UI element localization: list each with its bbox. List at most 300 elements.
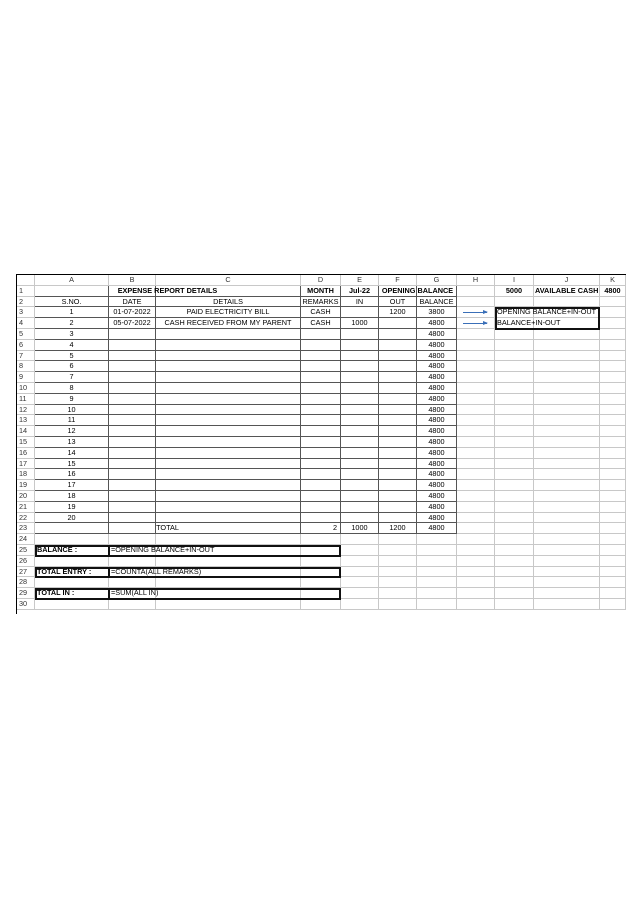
grid-cell[interactable] — [457, 383, 495, 394]
grid-cell[interactable] — [109, 534, 156, 545]
grid-cell[interactable] — [600, 448, 626, 459]
in-cell[interactable] — [341, 513, 379, 524]
grid-cell[interactable] — [457, 534, 495, 545]
grid-cell[interactable] — [495, 297, 534, 308]
details-cell[interactable] — [156, 351, 301, 362]
date-cell[interactable] — [109, 340, 156, 351]
grid-cell[interactable] — [534, 361, 600, 372]
grid-cell[interactable] — [495, 545, 534, 556]
column-header-a[interactable]: A — [35, 275, 109, 286]
summary-label[interactable]: BALANCE : — [37, 545, 78, 554]
grid-cell[interactable] — [495, 599, 534, 610]
date-cell[interactable] — [109, 351, 156, 362]
grid-cell[interactable] — [534, 567, 600, 578]
grid-cell[interactable] — [341, 588, 379, 599]
details-cell[interactable] — [156, 469, 301, 480]
grid-cell[interactable] — [600, 297, 626, 308]
out-cell[interactable] — [379, 361, 417, 372]
in-cell[interactable] — [341, 394, 379, 405]
grid-cell[interactable] — [341, 534, 379, 545]
header-details[interactable]: DETAILS — [156, 297, 301, 308]
column-header-j[interactable]: J — [534, 275, 600, 286]
grid-cell[interactable] — [495, 383, 534, 394]
report-title[interactable]: EXPENSE REPORT DETAILS — [35, 286, 301, 297]
grid-cell[interactable] — [156, 556, 301, 567]
grid-cell[interactable] — [600, 340, 626, 351]
in-cell[interactable] — [341, 491, 379, 502]
details-cell[interactable] — [156, 394, 301, 405]
grid-cell[interactable] — [301, 599, 341, 610]
sno-cell[interactable]: 13 — [35, 437, 109, 448]
grid-cell[interactable] — [600, 491, 626, 502]
remarks-cell[interactable] — [301, 491, 341, 502]
sno-cell[interactable]: 18 — [35, 491, 109, 502]
date-cell[interactable]: 05-07-2022 — [109, 318, 156, 329]
grid-cell[interactable] — [457, 394, 495, 405]
balance-cell[interactable]: 4800 — [417, 491, 457, 502]
grid-cell[interactable] — [417, 556, 457, 567]
grid-cell[interactable] — [417, 545, 457, 556]
header-in[interactable]: IN — [341, 297, 379, 308]
remarks-cell[interactable] — [301, 329, 341, 340]
grid-cell[interactable] — [156, 599, 301, 610]
out-cell[interactable] — [379, 426, 417, 437]
balance-cell[interactable]: 4800 — [417, 415, 457, 426]
header-sno[interactable]: S.NO. — [35, 297, 109, 308]
details-cell[interactable] — [156, 383, 301, 394]
remarks-cell[interactable] — [301, 394, 341, 405]
total-remarks-count[interactable]: 2 — [301, 523, 341, 534]
header-remarks[interactable]: REMARKS — [301, 297, 341, 308]
sno-cell[interactable]: 11 — [35, 415, 109, 426]
in-cell[interactable] — [341, 502, 379, 513]
row-header-23[interactable]: 23 — [17, 523, 35, 534]
grid-cell[interactable] — [534, 329, 600, 340]
sno-cell[interactable]: 1 — [35, 307, 109, 318]
formula-note[interactable]: BALANCE+IN-OUT — [497, 318, 561, 328]
remarks-cell[interactable]: CASH — [301, 318, 341, 329]
grid-cell[interactable] — [457, 329, 495, 340]
out-cell[interactable] — [379, 469, 417, 480]
sno-cell[interactable]: 12 — [35, 426, 109, 437]
remarks-cell[interactable]: CASH — [301, 307, 341, 318]
grid-cell[interactable] — [534, 383, 600, 394]
grid-cell[interactable] — [495, 361, 534, 372]
grid-cell[interactable] — [457, 556, 495, 567]
remarks-cell[interactable] — [301, 502, 341, 513]
in-cell[interactable] — [341, 383, 379, 394]
remarks-cell[interactable] — [301, 459, 341, 470]
grid-cell[interactable] — [301, 534, 341, 545]
balance-cell[interactable]: 4800 — [417, 480, 457, 491]
in-cell[interactable] — [341, 469, 379, 480]
date-cell[interactable] — [109, 361, 156, 372]
date-cell[interactable] — [109, 437, 156, 448]
balance-cell[interactable]: 4800 — [417, 469, 457, 480]
remarks-cell[interactable] — [301, 513, 341, 524]
out-cell[interactable] — [379, 383, 417, 394]
row-header-16[interactable]: 16 — [17, 448, 35, 459]
summary-label[interactable]: TOTAL IN : — [37, 588, 75, 598]
grid-cell[interactable] — [495, 340, 534, 351]
row-header-11[interactable]: 11 — [17, 394, 35, 405]
details-cell[interactable] — [156, 405, 301, 416]
balance-cell[interactable]: 4800 — [417, 448, 457, 459]
grid-cell[interactable] — [600, 480, 626, 491]
header-date[interactable]: DATE — [109, 297, 156, 308]
grid-cell[interactable] — [35, 599, 109, 610]
grid-cell[interactable] — [341, 599, 379, 610]
balance-cell[interactable]: 4800 — [417, 329, 457, 340]
header-out[interactable]: OUT — [379, 297, 417, 308]
grid-cell[interactable] — [534, 351, 600, 362]
grid-cell[interactable] — [457, 448, 495, 459]
grid-cell[interactable] — [495, 351, 534, 362]
in-cell[interactable] — [341, 480, 379, 491]
row-header-1[interactable]: 1 — [17, 286, 35, 297]
details-cell[interactable]: CASH RECEIVED FROM MY PARENT — [156, 318, 301, 329]
grid-cell[interactable] — [534, 405, 600, 416]
column-header-h[interactable]: H — [457, 275, 495, 286]
formula-note[interactable]: OPENING BALANCE+IN-OUT — [497, 307, 597, 317]
in-cell[interactable] — [341, 426, 379, 437]
date-cell[interactable] — [109, 513, 156, 524]
date-cell[interactable] — [109, 394, 156, 405]
details-cell[interactable] — [156, 480, 301, 491]
grid-cell[interactable] — [495, 415, 534, 426]
out-cell[interactable] — [379, 437, 417, 448]
sno-cell[interactable]: 9 — [35, 394, 109, 405]
out-cell[interactable] — [379, 480, 417, 491]
grid-cell[interactable] — [600, 545, 626, 556]
grid-cell[interactable] — [35, 534, 109, 545]
remarks-cell[interactable] — [301, 405, 341, 416]
grid-cell[interactable] — [495, 567, 534, 578]
in-cell[interactable] — [341, 448, 379, 459]
balance-cell[interactable]: 4800 — [417, 351, 457, 362]
grid-cell[interactable] — [495, 480, 534, 491]
grid-cell[interactable] — [495, 426, 534, 437]
grid-cell[interactable] — [301, 556, 341, 567]
balance-cell[interactable]: 4800 — [417, 437, 457, 448]
grid-cell[interactable] — [600, 523, 626, 534]
grid-cell[interactable] — [534, 469, 600, 480]
remarks-cell[interactable] — [301, 372, 341, 383]
row-header-14[interactable]: 14 — [17, 426, 35, 437]
grid-cell[interactable] — [457, 426, 495, 437]
grid-cell[interactable] — [457, 599, 495, 610]
grid-cell[interactable] — [534, 523, 600, 534]
grid-cell[interactable] — [457, 513, 495, 524]
month-value[interactable]: Jul-22 — [341, 286, 379, 297]
in-cell[interactable] — [341, 340, 379, 351]
details-cell[interactable] — [156, 329, 301, 340]
grid-cell[interactable] — [457, 502, 495, 513]
summary-formula[interactable]: =SUM(ALL IN) — [111, 588, 159, 598]
grid-cell[interactable] — [417, 567, 457, 578]
grid-cell[interactable] — [379, 567, 417, 578]
header-balance[interactable]: BALANCE — [417, 297, 457, 308]
grid-cell[interactable] — [417, 534, 457, 545]
grid-cell[interactable] — [600, 469, 626, 480]
available-cash-value[interactable]: 4800 — [600, 286, 626, 297]
grid-cell[interactable] — [600, 318, 626, 329]
grid-cell[interactable] — [495, 577, 534, 588]
sno-cell[interactable]: 7 — [35, 372, 109, 383]
grid-cell[interactable] — [600, 415, 626, 426]
grid-cell[interactable] — [379, 534, 417, 545]
balance-cell[interactable]: 4800 — [417, 426, 457, 437]
remarks-cell[interactable] — [301, 351, 341, 362]
row-header-10[interactable]: 10 — [17, 383, 35, 394]
sno-cell[interactable]: 20 — [35, 513, 109, 524]
grid-cell[interactable] — [495, 329, 534, 340]
details-cell[interactable] — [156, 372, 301, 383]
out-cell[interactable]: 1200 — [379, 307, 417, 318]
sno-cell[interactable]: 10 — [35, 405, 109, 416]
grid-cell[interactable] — [341, 577, 379, 588]
column-header-g[interactable]: G — [417, 275, 457, 286]
grid-cell[interactable] — [379, 599, 417, 610]
available-cash-label[interactable]: AVAILABLE CASH — [535, 285, 599, 295]
grid-cell[interactable] — [495, 469, 534, 480]
in-cell[interactable] — [341, 307, 379, 318]
sno-cell[interactable]: 8 — [35, 383, 109, 394]
out-cell[interactable] — [379, 513, 417, 524]
grid-cell[interactable] — [156, 534, 301, 545]
grid-cell[interactable] — [600, 372, 626, 383]
grid-cell[interactable] — [495, 588, 534, 599]
grid-cell[interactable] — [457, 480, 495, 491]
date-cell[interactable] — [109, 448, 156, 459]
grid-cell[interactable] — [495, 556, 534, 567]
balance-cell[interactable]: 4800 — [417, 502, 457, 513]
grid-cell[interactable] — [600, 437, 626, 448]
out-cell[interactable] — [379, 372, 417, 383]
balance-cell[interactable]: 4800 — [417, 361, 457, 372]
grid-cell[interactable] — [600, 361, 626, 372]
grid-cell[interactable] — [600, 577, 626, 588]
grid-cell[interactable] — [600, 426, 626, 437]
sno-cell[interactable]: 4 — [35, 340, 109, 351]
out-cell[interactable] — [379, 329, 417, 340]
details-cell[interactable] — [156, 340, 301, 351]
remarks-cell[interactable] — [301, 340, 341, 351]
grid-cell[interactable] — [341, 545, 379, 556]
sno-cell[interactable]: 6 — [35, 361, 109, 372]
details-cell[interactable] — [156, 491, 301, 502]
grid-cell[interactable] — [457, 491, 495, 502]
in-cell[interactable] — [341, 415, 379, 426]
total-in[interactable]: 1000 — [341, 523, 379, 534]
grid-cell[interactable] — [534, 545, 600, 556]
grid-cell[interactable] — [457, 415, 495, 426]
row-header-4[interactable]: 4 — [17, 318, 35, 329]
grid-cell[interactable] — [495, 394, 534, 405]
column-header-d[interactable]: D — [301, 275, 341, 286]
grid-cell[interactable] — [495, 523, 534, 534]
row-header-22[interactable]: 22 — [17, 513, 35, 524]
grid-cell[interactable] — [457, 545, 495, 556]
row-header-21[interactable]: 21 — [17, 502, 35, 513]
grid-cell[interactable] — [457, 459, 495, 470]
grid-cell[interactable] — [457, 577, 495, 588]
grid-cell[interactable] — [534, 588, 600, 599]
sno-cell[interactable]: 15 — [35, 459, 109, 470]
grid-cell[interactable] — [534, 415, 600, 426]
row-header-15[interactable]: 15 — [17, 437, 35, 448]
grid-cell[interactable] — [417, 588, 457, 599]
grid-cell[interactable] — [495, 405, 534, 416]
grid-cell[interactable] — [495, 491, 534, 502]
grid-cell[interactable] — [457, 523, 495, 534]
in-cell[interactable]: 1000 — [341, 318, 379, 329]
sno-cell[interactable]: 17 — [35, 480, 109, 491]
out-cell[interactable] — [379, 340, 417, 351]
remarks-cell[interactable] — [301, 415, 341, 426]
grid-cell[interactable] — [457, 361, 495, 372]
date-cell[interactable] — [109, 383, 156, 394]
balance-cell[interactable]: 4800 — [417, 405, 457, 416]
in-cell[interactable] — [341, 459, 379, 470]
grid-cell[interactable] — [534, 502, 600, 513]
row-header-26[interactable]: 26 — [17, 556, 35, 567]
sno-cell[interactable]: 19 — [35, 502, 109, 513]
in-cell[interactable] — [341, 437, 379, 448]
out-cell[interactable] — [379, 394, 417, 405]
total-label[interactable]: TOTAL — [35, 523, 301, 534]
details-cell[interactable] — [156, 426, 301, 437]
select-all-corner[interactable] — [17, 275, 35, 286]
grid-cell[interactable] — [534, 491, 600, 502]
balance-cell[interactable]: 4800 — [417, 340, 457, 351]
sno-cell[interactable]: 14 — [35, 448, 109, 459]
grid-cell[interactable] — [534, 297, 600, 308]
remarks-cell[interactable] — [301, 383, 341, 394]
in-cell[interactable] — [341, 405, 379, 416]
grid-cell[interactable] — [495, 534, 534, 545]
row-header-27[interactable]: 27 — [17, 567, 35, 578]
grid-cell[interactable] — [534, 459, 600, 470]
remarks-cell[interactable] — [301, 361, 341, 372]
row-header-24[interactable]: 24 — [17, 534, 35, 545]
in-cell[interactable] — [341, 329, 379, 340]
column-header-e[interactable]: E — [341, 275, 379, 286]
grid-cell[interactable] — [600, 567, 626, 578]
balance-cell[interactable]: 3800 — [417, 307, 457, 318]
grid-cell[interactable] — [600, 459, 626, 470]
grid-cell[interactable] — [35, 556, 109, 567]
grid-cell[interactable] — [495, 437, 534, 448]
details-cell[interactable] — [156, 513, 301, 524]
grid-cell[interactable] — [495, 513, 534, 524]
details-cell[interactable] — [156, 459, 301, 470]
column-header-k[interactable]: K — [600, 275, 626, 286]
sno-cell[interactable]: 5 — [35, 351, 109, 362]
grid-cell[interactable] — [495, 502, 534, 513]
balance-cell[interactable]: 4800 — [417, 394, 457, 405]
opening-balance-value[interactable]: 5000 — [495, 286, 534, 297]
row-header-18[interactable]: 18 — [17, 469, 35, 480]
remarks-cell[interactable] — [301, 469, 341, 480]
date-cell[interactable] — [109, 491, 156, 502]
out-cell[interactable] — [379, 405, 417, 416]
column-header-c[interactable]: C — [156, 275, 301, 286]
date-cell[interactable]: 01-07-2022 — [109, 307, 156, 318]
remarks-cell[interactable] — [301, 426, 341, 437]
grid-cell[interactable] — [379, 545, 417, 556]
grid-cell[interactable] — [457, 286, 495, 297]
grid-cell[interactable] — [534, 448, 600, 459]
month-label[interactable]: MONTH — [301, 286, 341, 297]
grid-cell[interactable] — [534, 513, 600, 524]
grid-cell[interactable] — [457, 340, 495, 351]
row-header-19[interactable]: 19 — [17, 480, 35, 491]
grid-cell[interactable] — [109, 577, 156, 588]
grid-cell[interactable] — [600, 329, 626, 340]
grid-cell[interactable] — [341, 567, 379, 578]
column-header-b[interactable]: B — [109, 275, 156, 286]
balance-cell[interactable]: 4800 — [417, 459, 457, 470]
remarks-cell[interactable] — [301, 437, 341, 448]
grid-cell[interactable] — [600, 307, 626, 318]
grid-cell[interactable] — [156, 577, 301, 588]
grid-cell[interactable] — [301, 577, 341, 588]
grid-cell[interactable] — [534, 577, 600, 588]
summary-formula[interactable]: =OPENING BALANCE+IN-OUT — [111, 545, 215, 554]
grid-cell[interactable] — [417, 599, 457, 610]
grid-cell[interactable] — [600, 599, 626, 610]
grid-cell[interactable] — [341, 556, 379, 567]
grid-cell[interactable] — [600, 513, 626, 524]
row-header-25[interactable]: 25 — [17, 545, 35, 556]
details-cell[interactable] — [156, 361, 301, 372]
grid-cell[interactable] — [534, 480, 600, 491]
out-cell[interactable] — [379, 502, 417, 513]
grid-cell[interactable] — [600, 351, 626, 362]
grid-cell[interactable] — [534, 340, 600, 351]
in-cell[interactable] — [341, 372, 379, 383]
grid-cell[interactable] — [600, 405, 626, 416]
balance-cell[interactable]: 4800 — [417, 513, 457, 524]
summary-formula[interactable]: =COUNTA(ALL REMARKS) — [111, 566, 202, 576]
grid-cell[interactable] — [534, 534, 600, 545]
opening-balance-label[interactable]: OPENING BALANCE — [379, 286, 457, 297]
date-cell[interactable] — [109, 405, 156, 416]
details-cell[interactable]: PAID ELECTRICITY BILL — [156, 307, 301, 318]
row-header-2[interactable]: 2 — [17, 297, 35, 308]
grid-cell[interactable] — [600, 383, 626, 394]
details-cell[interactable] — [156, 448, 301, 459]
date-cell[interactable] — [109, 372, 156, 383]
date-cell[interactable] — [109, 329, 156, 340]
row-header-29[interactable]: 29 — [17, 588, 35, 599]
row-header-5[interactable]: 5 — [17, 329, 35, 340]
row-header-17[interactable]: 17 — [17, 459, 35, 470]
total-out[interactable]: 1200 — [379, 523, 417, 534]
out-cell[interactable] — [379, 448, 417, 459]
date-cell[interactable] — [109, 426, 156, 437]
grid-cell[interactable] — [109, 599, 156, 610]
date-cell[interactable] — [109, 459, 156, 470]
date-cell[interactable] — [109, 502, 156, 513]
out-cell[interactable] — [379, 415, 417, 426]
row-header-20[interactable]: 20 — [17, 491, 35, 502]
grid-cell[interactable] — [600, 502, 626, 513]
remarks-cell[interactable] — [301, 448, 341, 459]
row-header-9[interactable]: 9 — [17, 372, 35, 383]
grid-cell[interactable] — [109, 556, 156, 567]
